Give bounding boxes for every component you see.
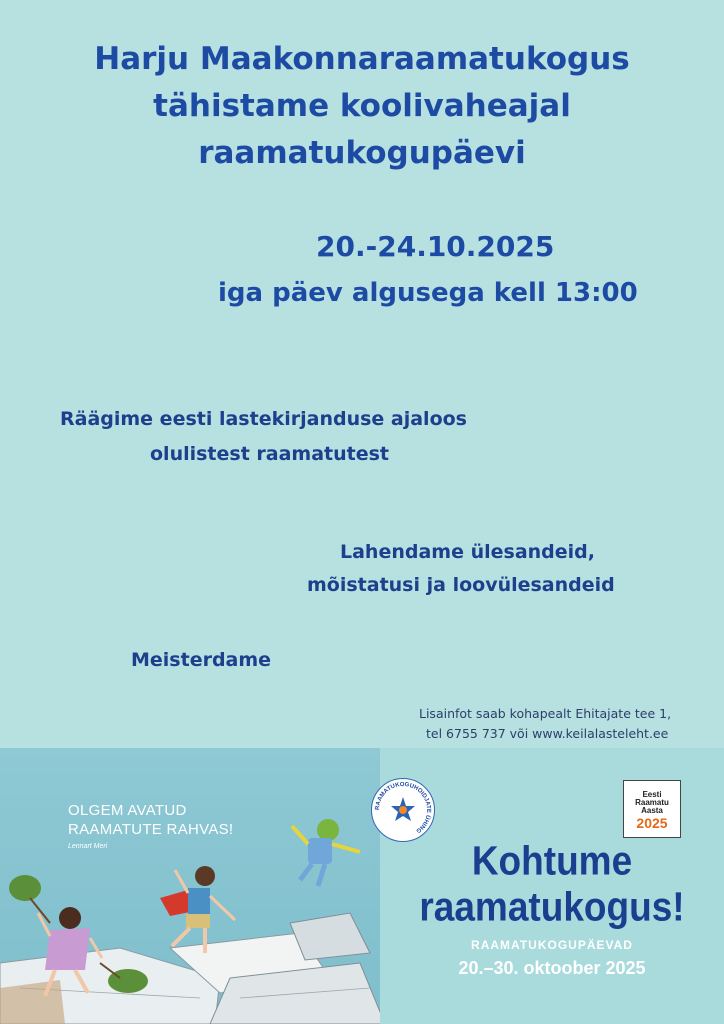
- era-line-1: Eesti: [642, 790, 662, 799]
- association-seal-logo: [371, 778, 435, 842]
- banner-dates: 20.–30. oktoober 2025: [458, 958, 646, 978]
- activity-1-line-2: olulistest raamatutest: [150, 443, 390, 465]
- activity-2-line-2: mõistatusi ja loovülesandeid: [307, 574, 615, 596]
- book-year-logo: [623, 780, 681, 838]
- quote-author: Lennart Meri: [68, 843, 108, 850]
- title-line-3: raamatukogupäevi: [198, 135, 526, 171]
- banner-headline-line-1: Kohtume: [471, 838, 633, 884]
- era-year: 2025: [636, 815, 668, 831]
- event-time: iga päev algusega kell 13:00: [218, 278, 638, 308]
- quote-line-2: RAAMATUTE RAHVAS!: [68, 821, 234, 838]
- info-line-2: tel 6755 737 või www.keilalasteleht.ee: [426, 726, 669, 741]
- quote-line-1: OLGEM AVATUD: [68, 802, 187, 819]
- boy-figure-icon: [160, 866, 235, 953]
- event-dates: 20.-24.10.2025: [316, 230, 555, 263]
- activity-2-line-1: Lahendame ülesandeid,: [340, 541, 595, 563]
- quote: [68, 801, 233, 839]
- activity-3: Meisterdame: [131, 649, 272, 671]
- banner-subtitle: RAAMATUKOGUPÄEVAD: [471, 938, 633, 952]
- star-icon: [391, 797, 415, 821]
- banner-headline: [380, 838, 724, 930]
- era-line-3: Aasta: [641, 806, 663, 815]
- reading-children-illustration: [0, 748, 380, 1024]
- flying-kid-icon: [292, 819, 360, 886]
- title-line-1: Harju Maakonnaraamatukogus: [94, 41, 630, 77]
- title-line-2: tähistame koolivaheajal: [153, 88, 571, 124]
- book-year-logo-text: [624, 791, 680, 815]
- page-title: [0, 36, 724, 177]
- info-line-1: Lisainfot saab kohapealt Ehitajate tee 1,: [419, 706, 672, 721]
- seal-text: RAAMATUKOGUHOIDJATE ÜHING: [374, 781, 432, 834]
- era-line-2: Raamatu: [635, 798, 669, 807]
- activity-1-line-1: Räägime eesti lastekirjanduse ajaloos: [60, 408, 467, 430]
- banner-headline-line-2: raamatukogus!: [419, 884, 685, 930]
